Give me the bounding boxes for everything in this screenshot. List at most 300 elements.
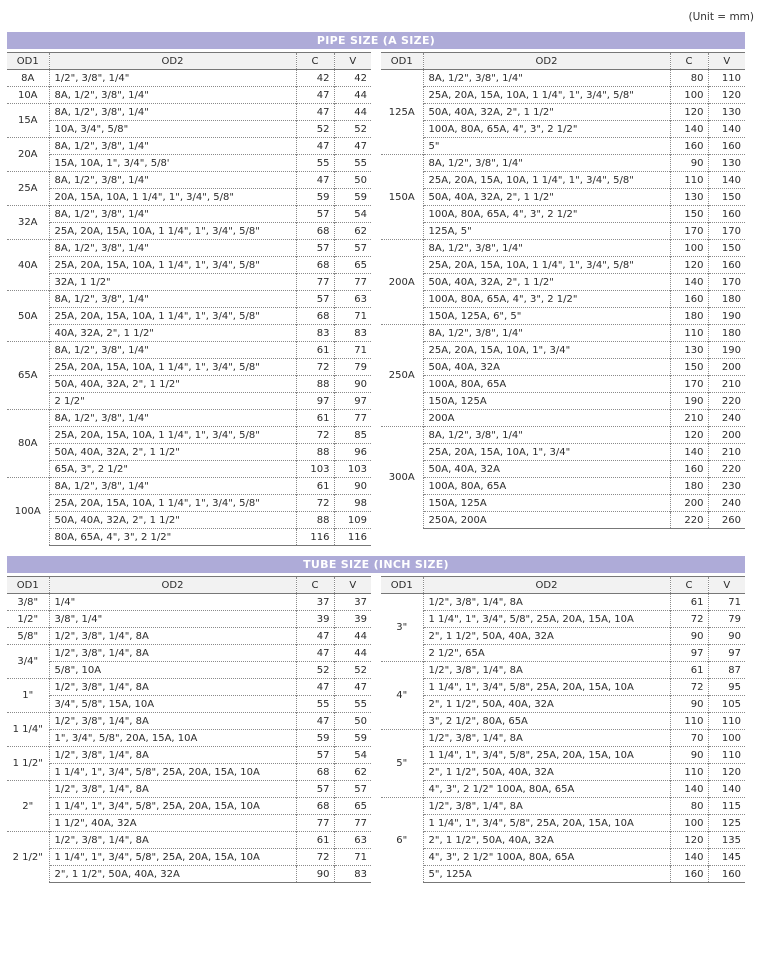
table-row — [7, 815, 371, 832]
c-cell: 47 — [296, 645, 334, 662]
header-v: V — [334, 53, 371, 70]
table-row — [381, 478, 745, 495]
table-row — [7, 628, 371, 645]
v-cell: 65 — [334, 257, 371, 274]
c-cell: 140 — [670, 849, 708, 866]
v-cell: 109 — [334, 512, 371, 529]
od1-cell: 50A — [7, 291, 49, 342]
c-cell: 170 — [670, 223, 708, 240]
v-cell: 59 — [334, 730, 371, 747]
od2-cell: 1/2", 3/8", 1/4", 8A — [49, 832, 296, 849]
header-v: V — [708, 577, 745, 594]
v-cell: 50 — [334, 172, 371, 189]
v-cell: 97 — [334, 393, 371, 410]
table-row — [7, 325, 371, 342]
v-cell: 210 — [708, 376, 745, 393]
od2-cell: 4", 3", 2 1/2" 100A, 80A, 65A — [423, 781, 670, 798]
c-cell: 160 — [670, 138, 708, 155]
table-row — [381, 308, 745, 325]
header-od1: OD1 — [381, 53, 423, 70]
v-cell: 220 — [708, 461, 745, 478]
c-cell: 140 — [670, 121, 708, 138]
c-cell: 47 — [296, 713, 334, 730]
od2-cell: 100A, 80A, 65A — [423, 376, 670, 393]
v-cell: 55 — [334, 155, 371, 172]
v-cell: 170 — [708, 223, 745, 240]
table-row — [381, 274, 745, 291]
c-cell: 190 — [670, 393, 708, 410]
c-cell: 39 — [296, 611, 334, 628]
table-row — [7, 696, 371, 713]
od2-cell: 150A, 125A — [423, 495, 670, 512]
table-row — [7, 512, 371, 529]
v-cell: 71 — [334, 849, 371, 866]
v-cell: 77 — [334, 274, 371, 291]
c-cell: 120 — [670, 427, 708, 444]
od2-cell: 10A, 3/4", 5/8" — [49, 121, 296, 138]
od2-cell: 125A, 5" — [423, 223, 670, 240]
table-row — [381, 645, 745, 662]
v-cell: 65 — [334, 798, 371, 815]
od1-cell: 1" — [7, 679, 49, 713]
c-cell: 61 — [296, 478, 334, 495]
od2-cell: 8A, 1/2", 3/8", 1/4" — [49, 206, 296, 223]
table-row — [381, 730, 745, 747]
od2-cell: 80A, 65A, 4", 3", 2 1/2" — [49, 529, 296, 546]
table-row — [7, 764, 371, 781]
table-row — [7, 104, 371, 121]
v-cell: 97 — [708, 645, 745, 662]
od1-cell: 65A — [7, 342, 49, 410]
pipe-size-table-right — [381, 52, 745, 529]
table-row — [7, 393, 371, 410]
od2-cell: 1 1/4", 1", 3/4", 5/8", 25A, 20A, 15A, 10A — [423, 747, 670, 764]
od2-cell: 8A, 1/2", 3/8", 1/4" — [423, 155, 670, 172]
header-od2: OD2 — [423, 53, 670, 70]
c-cell: 120 — [670, 832, 708, 849]
od2-cell: 25A, 20A, 15A, 10A, 1 1/4", 1", 3/4", 5/8" — [49, 223, 296, 240]
od2-cell: 25A, 20A, 15A, 10A, 1 1/4", 1", 3/4", 5/8" — [49, 495, 296, 512]
header-v: V — [708, 53, 745, 70]
v-cell: 83 — [334, 866, 371, 883]
table-row — [381, 206, 745, 223]
od2-cell: 20A, 15A, 10A, 1 1/4", 1", 3/4", 5/8" — [49, 189, 296, 206]
c-cell: 72 — [296, 849, 334, 866]
c-cell: 72 — [296, 427, 334, 444]
v-cell: 200 — [708, 359, 745, 376]
v-cell: 39 — [334, 611, 371, 628]
table-row — [381, 240, 745, 257]
v-cell: 83 — [334, 325, 371, 342]
c-cell: 68 — [296, 798, 334, 815]
table-row — [381, 747, 745, 764]
od2-cell: 25A, 20A, 15A, 10A, 1 1/4", 1", 3/4", 5/8" — [49, 257, 296, 274]
v-cell: 130 — [708, 155, 745, 172]
od2-cell: 8A, 1/2", 3/8", 1/4" — [49, 410, 296, 427]
v-cell: 54 — [334, 747, 371, 764]
table-row — [381, 138, 745, 155]
od2-cell: 1 1/4", 1", 3/4", 5/8", 25A, 20A, 15A, 10A — [423, 679, 670, 696]
od2-cell: 8A, 1/2", 3/8", 1/4" — [49, 478, 296, 495]
od1-cell: 200A — [381, 240, 423, 325]
od2-cell: 50A, 40A, 32A, 2", 1 1/2" — [49, 444, 296, 461]
v-cell: 77 — [334, 410, 371, 427]
od2-cell: 25A, 20A, 15A, 10A, 1 1/4", 1", 3/4", 5/8" — [423, 87, 670, 104]
od2-cell: 2 1/2" — [49, 393, 296, 410]
od2-cell: 8A, 1/2", 3/8", 1/4" — [49, 342, 296, 359]
c-cell: 37 — [296, 594, 334, 611]
od2-cell: 2", 1 1/2", 50A, 40A, 32A — [423, 832, 670, 849]
table-row — [381, 866, 745, 883]
v-cell: 47 — [334, 679, 371, 696]
v-cell: 190 — [708, 342, 745, 359]
v-cell: 77 — [334, 815, 371, 832]
table-row — [7, 798, 371, 815]
table-row — [381, 359, 745, 376]
table-row — [7, 138, 371, 155]
od1-cell: 3/8" — [7, 594, 49, 611]
od1-cell: 2" — [7, 781, 49, 832]
v-cell: 90 — [334, 478, 371, 495]
od2-cell: 8A, 1/2", 3/8", 1/4" — [423, 240, 670, 257]
c-cell: 140 — [670, 781, 708, 798]
v-cell: 230 — [708, 478, 745, 495]
c-cell: 72 — [670, 611, 708, 628]
v-cell: 120 — [708, 87, 745, 104]
od1-cell: 32A — [7, 206, 49, 240]
c-cell: 170 — [670, 376, 708, 393]
table-row — [7, 121, 371, 138]
od2-cell: 50A, 40A, 32A, 2", 1 1/2" — [49, 512, 296, 529]
table-row — [381, 70, 745, 87]
table-row — [381, 764, 745, 781]
od2-cell: 100A, 80A, 65A, 4", 3", 2 1/2" — [423, 121, 670, 138]
table-row — [381, 104, 745, 121]
od2-cell: 1/2", 3/8", 1/4", 8A — [49, 628, 296, 645]
v-cell: 90 — [708, 628, 745, 645]
v-cell: 180 — [708, 291, 745, 308]
table-row — [381, 325, 745, 342]
table-row — [381, 189, 745, 206]
c-cell: 59 — [296, 189, 334, 206]
c-cell: 72 — [296, 495, 334, 512]
v-cell: 200 — [708, 427, 745, 444]
od1-cell: 125A — [381, 70, 423, 155]
v-cell: 210 — [708, 444, 745, 461]
header-c: C — [670, 53, 708, 70]
od2-cell: 65A, 3", 2 1/2" — [49, 461, 296, 478]
od1-cell: 6" — [381, 798, 423, 883]
v-cell: 96 — [334, 444, 371, 461]
od2-cell: 25A, 20A, 15A, 10A, 1", 3/4" — [423, 444, 670, 461]
v-cell: 44 — [334, 645, 371, 662]
table-row — [381, 155, 745, 172]
c-cell: 90 — [670, 628, 708, 645]
od2-cell: 1 1/4", 1", 3/4", 5/8", 25A, 20A, 15A, 10A — [49, 764, 296, 781]
header-c: C — [670, 577, 708, 594]
c-cell: 42 — [296, 70, 334, 87]
v-cell: 160 — [708, 257, 745, 274]
table-row — [7, 189, 371, 206]
od2-cell: 50A, 40A, 32A, 2", 1 1/2" — [423, 274, 670, 291]
table-header-row — [7, 53, 371, 70]
table-row — [381, 495, 745, 512]
v-cell: 116 — [334, 529, 371, 546]
od2-cell: 1/2", 3/8", 1/4", 8A — [423, 594, 670, 611]
table-row — [7, 223, 371, 240]
c-cell: 120 — [670, 104, 708, 121]
od2-cell: 25A, 20A, 15A, 10A, 1 1/4", 1", 3/4", 5/8" — [49, 308, 296, 325]
c-cell: 52 — [296, 662, 334, 679]
table-row — [7, 410, 371, 427]
v-cell: 79 — [334, 359, 371, 376]
od2-cell: 1 1/4", 1", 3/4", 5/8", 25A, 20A, 15A, 10A — [423, 815, 670, 832]
c-cell: 68 — [296, 308, 334, 325]
c-cell: 88 — [296, 444, 334, 461]
od2-cell: 5" — [423, 138, 670, 155]
od2-cell: 3/4", 5/8", 15A, 10A — [49, 696, 296, 713]
table-row — [7, 427, 371, 444]
v-cell: 85 — [334, 427, 371, 444]
table-row — [381, 781, 745, 798]
table-row — [7, 679, 371, 696]
od2-cell: 1/4" — [49, 594, 296, 611]
od2-cell: 25A, 20A, 15A, 10A, 1 1/4", 1", 3/4", 5/8" — [49, 427, 296, 444]
c-cell: 57 — [296, 206, 334, 223]
table-row — [7, 730, 371, 747]
v-cell: 140 — [708, 121, 745, 138]
v-cell: 240 — [708, 495, 745, 512]
table-row — [7, 747, 371, 764]
c-cell: 90 — [296, 866, 334, 883]
od2-cell: 1/2", 3/8", 1/4", 8A — [423, 730, 670, 747]
v-cell: 190 — [708, 308, 745, 325]
pipe-size-table-left — [7, 52, 371, 546]
header-od2: OD2 — [49, 577, 296, 594]
c-cell: 72 — [296, 359, 334, 376]
od2-cell: 8A, 1/2", 3/8", 1/4" — [423, 325, 670, 342]
c-cell: 130 — [670, 342, 708, 359]
od2-cell: 250A, 200A — [423, 512, 670, 529]
od2-cell: 1/2", 3/8", 1/4", 8A — [49, 713, 296, 730]
v-cell: 57 — [334, 240, 371, 257]
od2-cell: 50A, 40A, 32A — [423, 461, 670, 478]
od2-cell: 50A, 40A, 32A, 2", 1 1/2" — [49, 376, 296, 393]
c-cell: 55 — [296, 155, 334, 172]
v-cell: 59 — [334, 189, 371, 206]
od1-cell: 1/2" — [7, 611, 49, 628]
v-cell: 50 — [334, 713, 371, 730]
table-row — [7, 645, 371, 662]
tube-size-table-left — [7, 576, 371, 883]
header-od1: OD1 — [7, 53, 49, 70]
v-cell: 54 — [334, 206, 371, 223]
table-row — [7, 444, 371, 461]
c-cell: 57 — [296, 291, 334, 308]
c-cell: 77 — [296, 274, 334, 291]
od2-cell: 8A, 1/2", 3/8", 1/4" — [49, 240, 296, 257]
v-cell: 62 — [334, 223, 371, 240]
table-row — [381, 628, 745, 645]
c-cell: 59 — [296, 730, 334, 747]
table-row — [7, 611, 371, 628]
header-od1: OD1 — [7, 577, 49, 594]
table-row — [381, 512, 745, 529]
c-cell: 97 — [670, 645, 708, 662]
c-cell: 88 — [296, 512, 334, 529]
v-cell: 63 — [334, 291, 371, 308]
od2-cell: 50A, 40A, 32A — [423, 359, 670, 376]
table-row — [381, 662, 745, 679]
c-cell: 180 — [670, 308, 708, 325]
table-row — [381, 342, 745, 359]
table-header-row — [381, 577, 745, 594]
v-cell: 57 — [334, 781, 371, 798]
table-row — [381, 410, 745, 427]
od2-cell: 40A, 32A, 2", 1 1/2" — [49, 325, 296, 342]
c-cell: 47 — [296, 104, 334, 121]
v-cell: 37 — [334, 594, 371, 611]
od2-cell: 1/2", 3/8", 1/4", 8A — [423, 798, 670, 815]
v-cell: 98 — [334, 495, 371, 512]
table-header-row — [7, 577, 371, 594]
table-row — [381, 679, 745, 696]
od2-cell: 100A, 80A, 65A — [423, 478, 670, 495]
table-row — [381, 87, 745, 104]
od2-cell: 1/2", 3/8", 1/4" — [49, 70, 296, 87]
table-row — [7, 291, 371, 308]
v-cell: 103 — [334, 461, 371, 478]
v-cell: 71 — [708, 594, 745, 611]
c-cell: 57 — [296, 240, 334, 257]
v-cell: 55 — [334, 696, 371, 713]
table-row — [7, 376, 371, 393]
c-cell: 103 — [296, 461, 334, 478]
c-cell: 80 — [670, 798, 708, 815]
c-cell: 80 — [670, 70, 708, 87]
v-cell: 150 — [708, 240, 745, 257]
v-cell: 180 — [708, 325, 745, 342]
od2-cell: 5/8", 10A — [49, 662, 296, 679]
c-cell: 160 — [670, 291, 708, 308]
c-cell: 150 — [670, 359, 708, 376]
od1-cell: 4" — [381, 662, 423, 730]
od2-cell: 8A, 1/2", 3/8", 1/4" — [49, 291, 296, 308]
c-cell: 47 — [296, 679, 334, 696]
od2-cell: 1 1/4", 1", 3/4", 5/8", 25A, 20A, 15A, 10A — [423, 611, 670, 628]
od2-cell: 1/2", 3/8", 1/4", 8A — [49, 747, 296, 764]
table-row — [7, 87, 371, 104]
od1-cell: 250A — [381, 325, 423, 427]
c-cell: 61 — [296, 342, 334, 359]
v-cell: 52 — [334, 121, 371, 138]
v-cell: 170 — [708, 274, 745, 291]
od2-cell: 8A, 1/2", 3/8", 1/4" — [423, 427, 670, 444]
c-cell: 90 — [670, 747, 708, 764]
od2-cell: 25A, 20A, 15A, 10A, 1 1/4", 1", 3/4", 5/8" — [423, 257, 670, 274]
unit-note: (Unit = mm) — [688, 11, 754, 23]
od2-cell: 2 1/2", 65A — [423, 645, 670, 662]
od2-cell: 50A, 40A, 32A, 2", 1 1/2" — [423, 189, 670, 206]
v-cell: 130 — [708, 104, 745, 121]
table-row — [7, 206, 371, 223]
od2-cell: 25A, 20A, 15A, 10A, 1 1/4", 1", 3/4", 5/8" — [49, 359, 296, 376]
table-row — [7, 529, 371, 546]
od2-cell: 1/2", 3/8", 1/4", 8A — [423, 662, 670, 679]
table-row — [7, 662, 371, 679]
table-row — [381, 444, 745, 461]
table-row — [381, 427, 745, 444]
v-cell: 87 — [708, 662, 745, 679]
od1-cell: 5/8" — [7, 628, 49, 645]
c-cell: 47 — [296, 87, 334, 104]
od2-cell: 25A, 20A, 15A, 10A, 1 1/4", 1", 3/4", 5/8" — [423, 172, 670, 189]
v-cell: 135 — [708, 832, 745, 849]
od2-cell: 32A, 1 1/2" — [49, 274, 296, 291]
v-cell: 125 — [708, 815, 745, 832]
v-cell: 140 — [708, 172, 745, 189]
tube-size-title: TUBE SIZE (INCH SIZE) — [7, 556, 745, 573]
c-cell: 110 — [670, 172, 708, 189]
c-cell: 130 — [670, 189, 708, 206]
table-row — [7, 832, 371, 849]
table-row — [7, 461, 371, 478]
table-row — [7, 359, 371, 376]
v-cell: 140 — [708, 781, 745, 798]
table-row — [381, 376, 745, 393]
od2-cell: 200A — [423, 410, 670, 427]
header-v: V — [334, 577, 371, 594]
header-od2: OD2 — [49, 53, 296, 70]
od1-cell: 150A — [381, 155, 423, 240]
v-cell: 145 — [708, 849, 745, 866]
table-row — [7, 257, 371, 274]
v-cell: 120 — [708, 764, 745, 781]
od2-cell: 1 1/4", 1", 3/4", 5/8", 25A, 20A, 15A, 10A — [49, 798, 296, 815]
table-row — [381, 798, 745, 815]
od2-cell: 2", 1 1/2", 50A, 40A, 32A — [49, 866, 296, 883]
c-cell: 110 — [670, 764, 708, 781]
od2-cell: 4", 3", 2 1/2" 100A, 80A, 65A — [423, 849, 670, 866]
c-cell: 116 — [296, 529, 334, 546]
c-cell: 47 — [296, 172, 334, 189]
c-cell: 120 — [670, 257, 708, 274]
c-cell: 57 — [296, 747, 334, 764]
v-cell: 105 — [708, 696, 745, 713]
c-cell: 57 — [296, 781, 334, 798]
c-cell: 160 — [670, 866, 708, 883]
c-cell: 55 — [296, 696, 334, 713]
v-cell: 52 — [334, 662, 371, 679]
c-cell: 61 — [670, 594, 708, 611]
od2-cell: 50A, 40A, 32A, 2", 1 1/2" — [423, 104, 670, 121]
od2-cell: 100A, 80A, 65A, 4", 3", 2 1/2" — [423, 206, 670, 223]
od2-cell: 8A, 1/2", 3/8", 1/4" — [49, 172, 296, 189]
c-cell: 88 — [296, 376, 334, 393]
c-cell: 61 — [296, 410, 334, 427]
table-row — [7, 866, 371, 883]
table-row — [7, 308, 371, 325]
od2-cell: 8A, 1/2", 3/8", 1/4" — [49, 104, 296, 121]
c-cell: 77 — [296, 815, 334, 832]
c-cell: 70 — [670, 730, 708, 747]
v-cell: 160 — [708, 206, 745, 223]
table-row — [381, 291, 745, 308]
v-cell: 71 — [334, 308, 371, 325]
od2-cell: 3", 2 1/2", 80A, 65A — [423, 713, 670, 730]
v-cell: 160 — [708, 138, 745, 155]
v-cell: 115 — [708, 798, 745, 815]
